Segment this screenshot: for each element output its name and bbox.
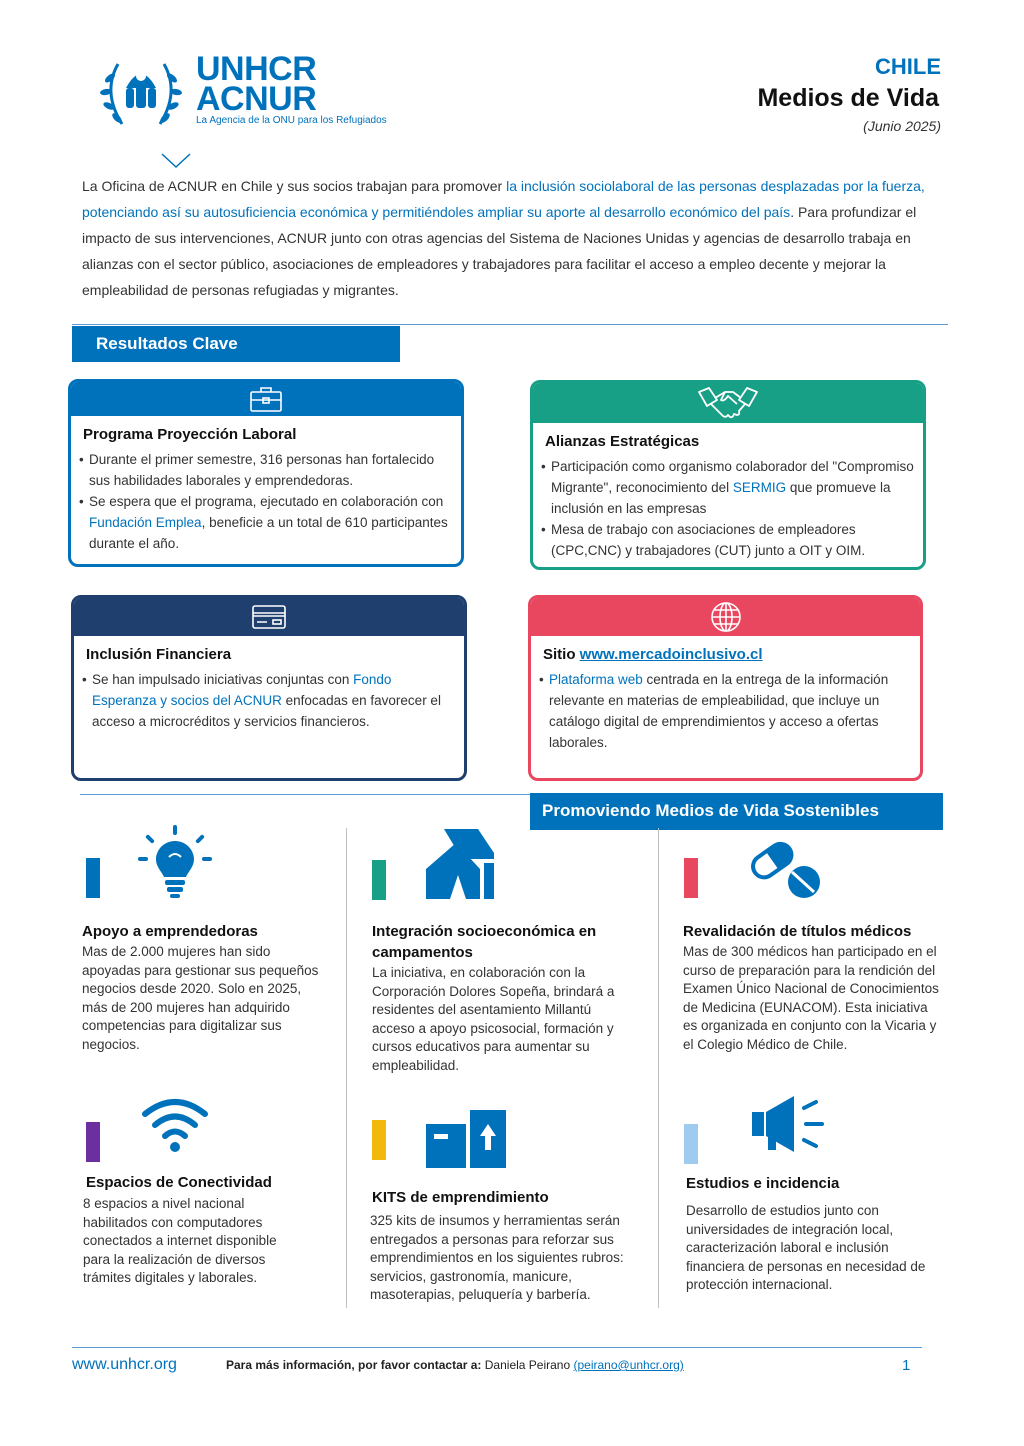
briefcase-icon <box>249 385 283 413</box>
bullet-item: • Se han impulsado iniciativas conjuntas con Fondo Esperanza y socios del ACNUR enfocadas en favorecer el acceso a microcréditos y servicios financieros. <box>82 669 456 732</box>
column-separator <box>658 828 659 1308</box>
fondo-esperanza-link[interactable]: Fondo Esperanza y socios del ACNUR <box>92 672 392 708</box>
color-accent-bar <box>86 858 100 898</box>
divider <box>72 324 948 325</box>
page-number: 1 <box>902 1357 911 1374</box>
card-header <box>71 382 461 416</box>
logo-tagline: La Agencia de la ONU para los Refugiados <box>196 115 387 126</box>
item-title: Estudios e incidencia <box>686 1175 840 1192</box>
contact-name: Daniela Peirano <box>484 1358 571 1372</box>
credit-card-icon <box>251 603 287 631</box>
handshake-icon <box>697 386 759 420</box>
card-title: Alianzas Estratégicas <box>545 433 700 450</box>
page-title: Medios de Vida <box>757 84 939 112</box>
bullet-item: • Participación como organismo colaborador del "Compromiso Migrante", reconocimiento del SERMIG que promueve la inclusión en las empresas <box>541 456 915 519</box>
card-header <box>533 383 923 423</box>
footer-divider <box>72 1347 922 1348</box>
fundacion-emplea-link[interactable]: Fundación Emplea <box>89 515 202 530</box>
contact-label: Para más información, por favor contactar a: <box>226 1358 482 1372</box>
card-title: Sitio www.mercadoinclusivo.cl <box>543 646 763 663</box>
color-accent-bar <box>86 1122 100 1162</box>
shelter-tent-icon <box>422 829 498 901</box>
card-inclusion-financiera <box>71 595 467 781</box>
item-text: 325 kits de insumos y herramientas serán entregados a personas para reforzar sus emprendimientos en los siguientes rubros: servicios, gastronomía, manicure, masoterapias, peluquería y barbería. <box>370 1213 624 1302</box>
card-programa-proyeccion <box>68 379 464 567</box>
contact-email-link[interactable]: (peirano@unhcr.org) <box>573 1358 684 1372</box>
country-label: CHILE <box>875 54 941 79</box>
kit-boxes-icon <box>424 1106 508 1170</box>
globe-icon <box>709 600 743 634</box>
wifi-icon <box>140 1094 210 1154</box>
megaphone-icon <box>750 1094 840 1154</box>
card-title: Inclusión Financiera <box>86 646 232 663</box>
item-text: 8 espacios a nivel nacional habilitados con computadores conectados a internet disponible para la realización de diversos trámites digitales y laborales. <box>83 1196 277 1285</box>
color-accent-bar <box>372 1120 386 1160</box>
laurel-emblem-icon <box>96 52 186 132</box>
item-text: Desarrollo de estudios junto con universidades de integración local, caracterización laboral e inclusión financiera de personas en necesidad de protección internacional. <box>686 1203 926 1292</box>
bullet-item: • Plataforma web centrada en la entrega de la información relevante en materias de empleabilidad, que incluye un catálogo digital de emprendimientos y acceso a ofertas laborales. <box>539 669 912 753</box>
item-title: Integración socioeconómica en campamentos <box>372 923 597 961</box>
card-bullets <box>533 456 923 561</box>
item-title: Revalidación de títulos médicos <box>683 923 912 940</box>
card-title: Programa Proyección Laboral <box>83 426 297 443</box>
plataforma-web-link[interactable]: Plataforma web <box>549 672 643 687</box>
card-bullets <box>74 669 464 732</box>
item-text: La iniciativa, en colaboración con la Corporación Dolores Sopeña, brindará a residentes del asentamiento Millantú acceso a apoyo psicosocial, formación y cursos educativos para aumentar su empleabilidad. <box>372 965 615 1073</box>
logo-acnur: ACNUR <box>196 80 317 118</box>
color-accent-bar <box>372 860 386 900</box>
item-text: Mas de 2.000 mujeres han sido apoyadas para gestionar sus pequeños negocios desde 2020. Solo en 2025, más de 200 mujeres han adquirido competencias para digitalizar sus negocios. <box>82 944 319 1052</box>
bullet-item: • Mesa de trabajo con asociaciones de empleadores (CPC,CNC) y trabajadores (CUT) junto a OIT y OIM. <box>541 519 915 561</box>
color-accent-bar <box>684 858 698 898</box>
card-sitio-web <box>528 595 923 781</box>
lightbulb-icon <box>136 823 214 901</box>
section-title-promoviendo: Promoviendo Medios de Vida Sostenibles <box>530 793 943 830</box>
unhcr-logo <box>96 52 441 132</box>
footer-contact <box>226 1358 684 1372</box>
item-title: KITS de emprendimiento <box>372 1189 549 1206</box>
card-alianzas <box>530 380 926 570</box>
item-title: Espacios de Conectividad <box>86 1174 272 1191</box>
logo-unhcr: UNHCR <box>196 50 317 88</box>
intro-text-end: . Para profundizar el impacto de sus intervenciones, ACNUR junto con otras agencias del Sistema de Naciones Unidas y agencias de desarrollo trabaja en alianzas con el sector público, asociaciones de empleadores y trabajadores para facilitar el acceso a empleo decente y mejorar la empleabilidad de personas refugiadas y migrantes. <box>82 204 917 298</box>
color-accent-bar <box>684 1124 698 1164</box>
intro-text-start: La Oficina de ACNUR en Chile y sus socios trabajan para promover <box>82 178 507 194</box>
item-title: Apoyo a emprendedoras <box>82 923 258 940</box>
card-header <box>531 598 920 636</box>
card-header <box>74 598 464 636</box>
intro-paragraph <box>82 173 932 303</box>
chevron-down-icon <box>160 152 192 170</box>
column-separator <box>346 828 347 1308</box>
card-bullets <box>71 449 461 554</box>
intro-highlight-link[interactable]: la inclusión sociolaboral de las personas desplazadas por la fuerza, potenciando así su autosuficiencia económica y permitiéndoles ampliar su aporte al desarrollo económico del país <box>82 178 925 220</box>
footer-site-link[interactable]: www.unhcr.org <box>72 1356 177 1373</box>
card-bullets <box>531 669 920 753</box>
divider <box>80 794 536 795</box>
bullet-item: • Se espera que el programa, ejecutado en colaboración con Fundación Emplea, beneficie a un total de 610 participantes durante el año. <box>79 491 453 554</box>
pills-icon <box>746 834 826 906</box>
mercadoinclusivo-link[interactable]: www.mercadoinclusivo.cl <box>579 646 763 663</box>
sermig-link[interactable]: SERMIG <box>732 480 787 495</box>
section-title-resultados: Resultados Clave <box>72 326 400 362</box>
report-date: (Junio 2025) <box>863 118 941 134</box>
bullet-item: • Durante el primer semestre, 316 personas han fortalecido sus habilidades laborales y emprendedoras. <box>79 449 453 491</box>
item-text: Mas de 300 médicos han participado en el curso de preparación para la rendición del Examen Único Nacional de Conocimientos de Medicina (EUNACOM). Esta iniciativa es organizada en conjunto con la Vicaria y el Colegio Médico de Chile. <box>683 944 939 1052</box>
